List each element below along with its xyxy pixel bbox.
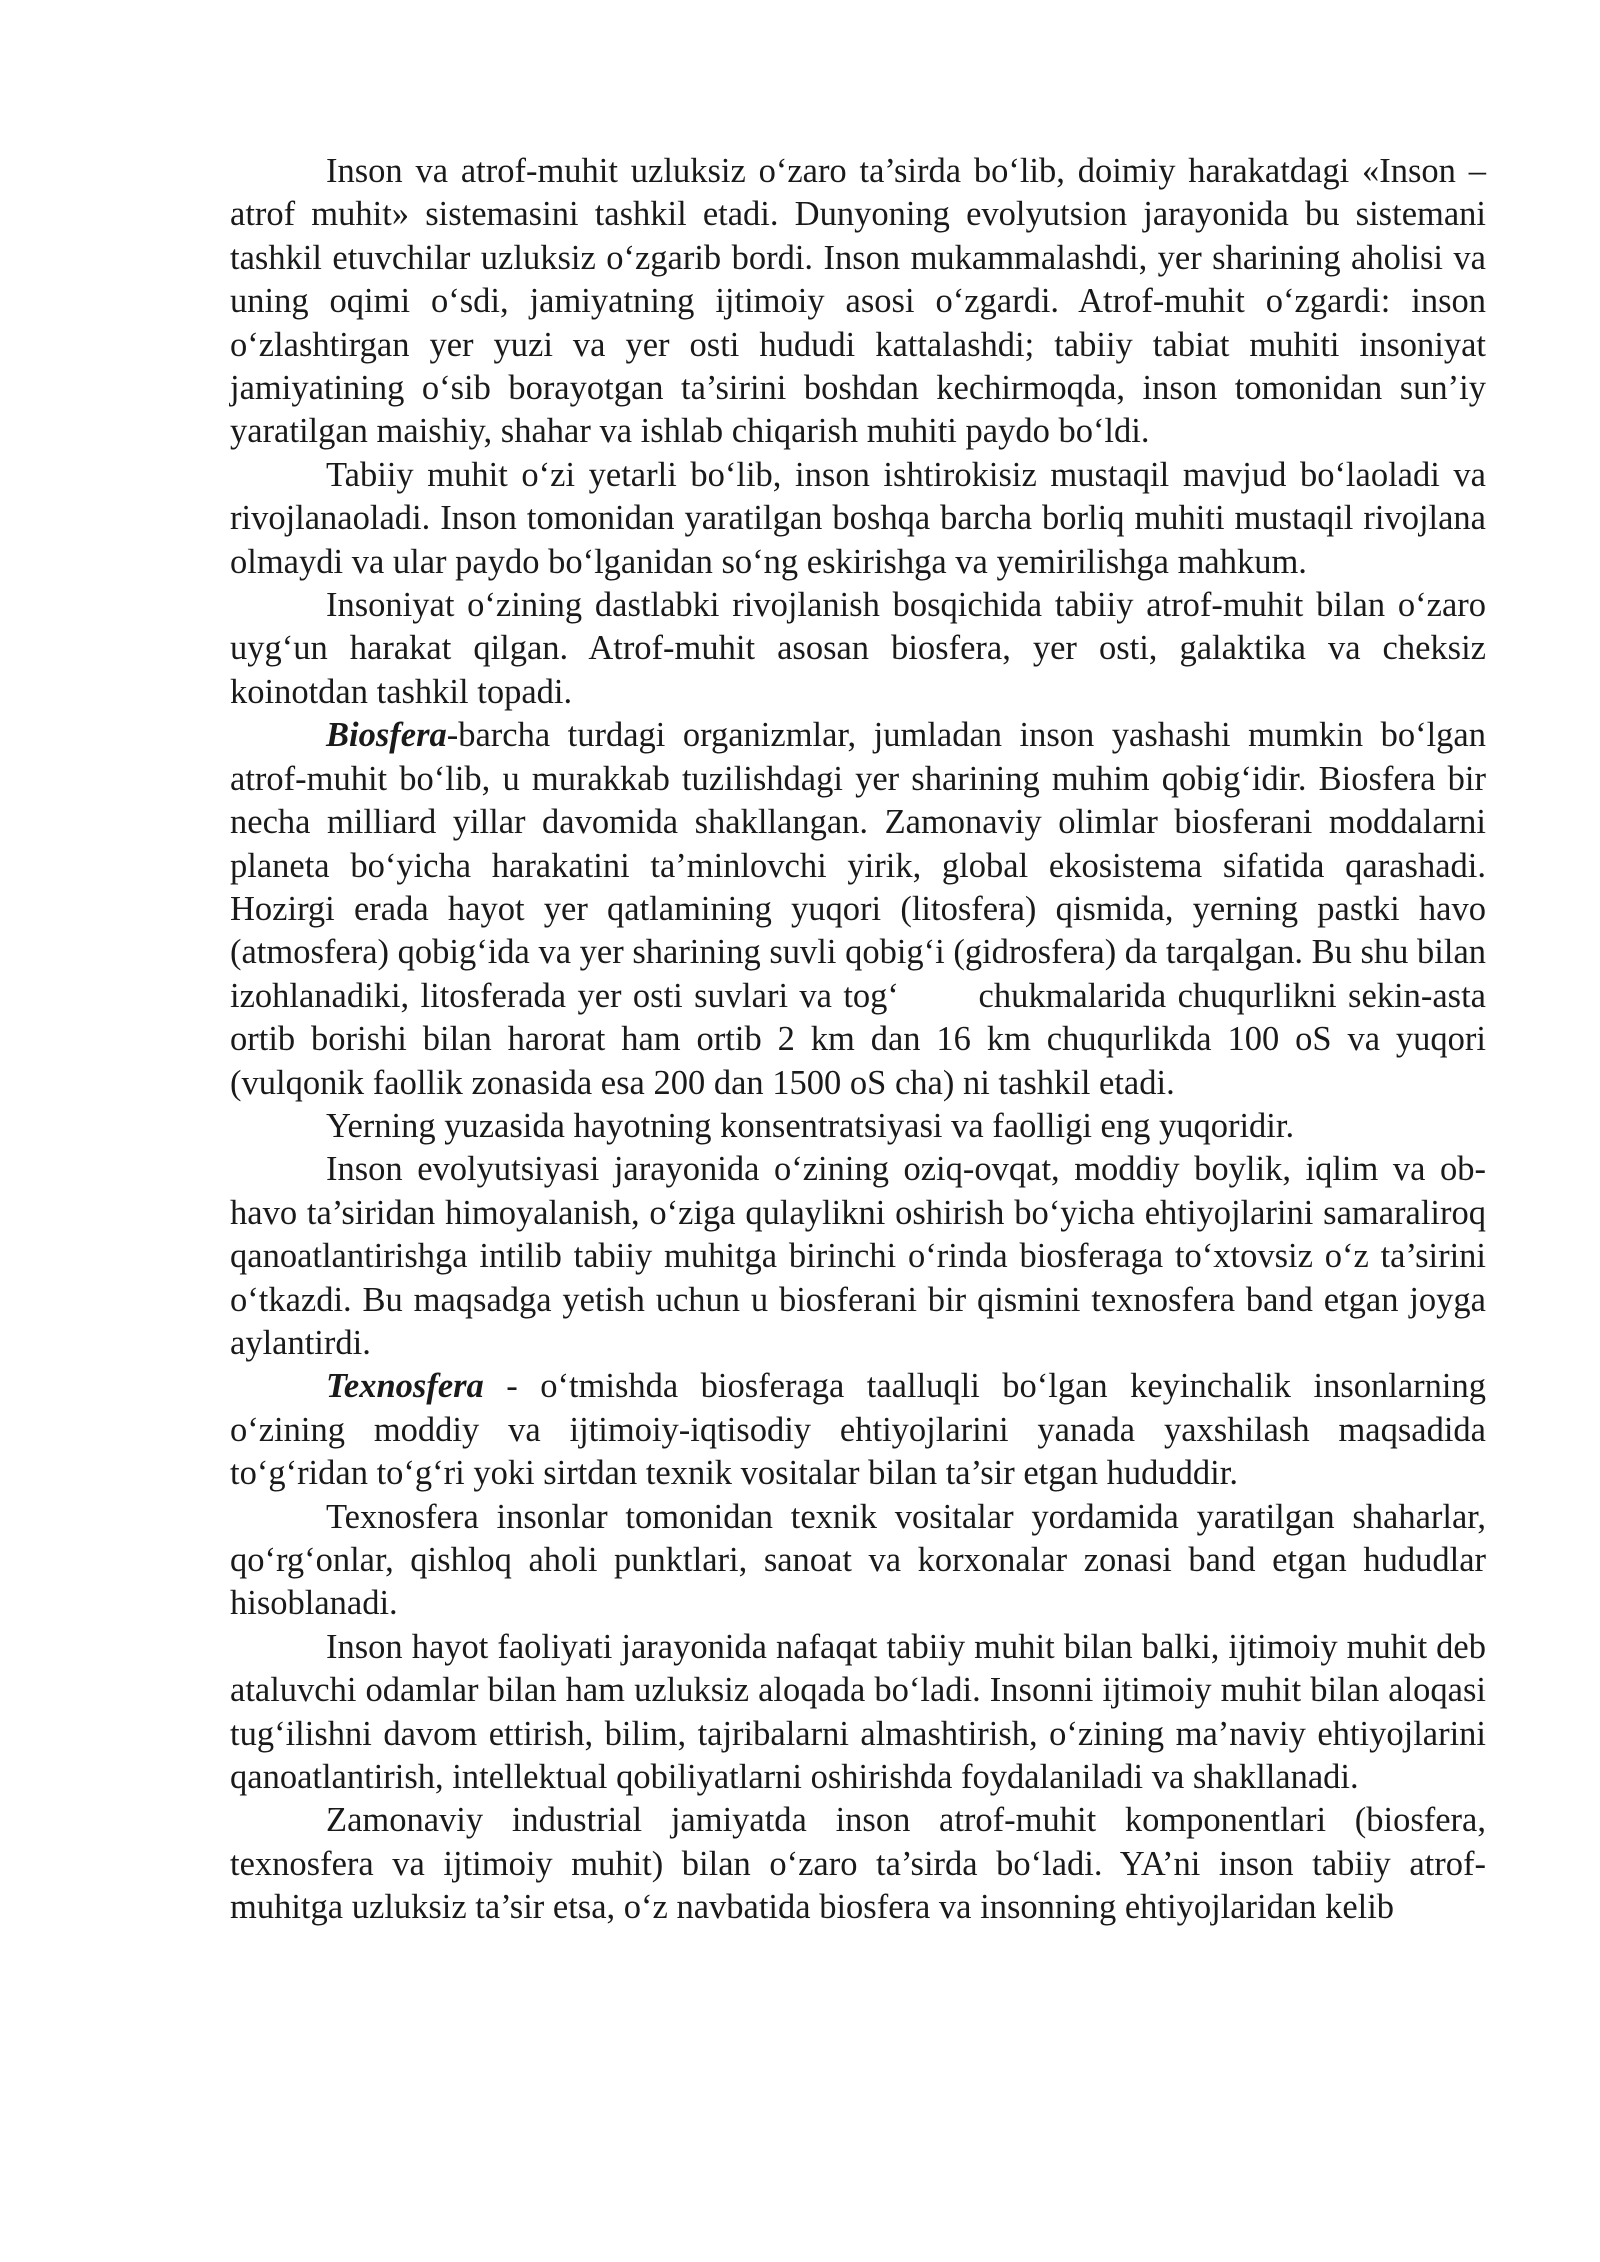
paragraph-6 <box>230 1148 1486 1365</box>
paragraph-8 <box>230 1496 1486 1626</box>
paragraph-9-text: Inson hayot faoliyati jarayonida nafaqat tabiiy muhit bilan balki, ijtimoiy muhit deb ataluvchi odamlar bilan ham uzluksiz aloqada bo‘ladi. Insonni ijtimoiy muhit bilan aloqasi tug‘ilishni davom ettirish, bilim, tajribalarni almashtirish, o‘zining ma’naviy ehtiyojlarini qanoatlantirish, intellektual qobiliyatlarni oshirishda foydalaniladi va shakllanadi. <box>230 1627 1486 1797</box>
paragraph-1-text: Inson va atrof-muhit uzluksiz o‘zaro ta’sirda bo‘lib, doimiy harakatdagi «Inson – atrof muhit» sistemasini tashkil etadi. Dunyoning evolyutsion jarayonida bu sistemani tashkil etuvchilar uzluksiz o‘zgarib bordi. Inson mukammalashdi, yer sharining aholisi va uning oqimi o‘sdi, jamiyatning ijtimoiy asosi o‘zgardi. Atrof-muhit o‘zgardi: inson o‘zlashtirgan yer yuzi va yer osti hududi kattalashdi; tabiiy tabiat muhiti insoniyat jamiyatining o‘sib borayotgan ta’sirini boshdan kechirmoqda, inson tomonidan sun’iy yaratilgan maishiy, shahar va ishlab chiqarish muhiti paydo bo‘ldi. <box>230 152 1486 451</box>
document-body <box>230 150 1495 1930</box>
paragraph-biosfera-text: -barcha turdagi organizmlar, jumladan inson yashashi mumkin bo‘lgan atrof-muhit bo‘lib, u murakkab tuzilishdagi yer sharining muhim qobig‘idir. Biosfera bir necha milliard yillar davomida shakllangan. Zamonaviy olimlar biosferani moddalarni planeta bo‘yicha harakatini ta’minlovchi yirik, global ekosistema sifatida qarashadi. Hozirgi erada hayot yer qatlamining yuqori (litosfera) qismida, yerning pastki havo (atmosfera) qobig‘ida va yer sharining suvli qobig‘i (gidrosfera) da tarqalgan. Bu shu bilan izohlanadiki, litosferada yer osti suvlari va tog‘ chukmalarida chuqurlikni sekin-asta ortib borishi bilan harorat ham ortib 2 km dan 16 km chuqurlikda 100 oS va yuqori (vulqonik faollik zonasida esa 200 dan 1500 oS cha) ni tashkil etadi. <box>230 716 1495 1102</box>
paragraph-3 <box>230 584 1486 714</box>
paragraph-1 <box>230 150 1486 454</box>
paragraph-2 <box>230 454 1486 584</box>
term-texnosfera: Texnosfera <box>326 1367 484 1406</box>
paragraph-10 <box>230 1799 1486 1929</box>
paragraph-5 <box>230 1105 1486 1148</box>
paragraph-10-text: Zamonaviy industrial jamiyatda inson atrof-muhit komponentlari (biosfera, texnosfera va ijtimoiy muhit) bilan o‘zaro ta’sirda bo‘ladi. YA’ni inson tabiiy atrof-muhitga uzluksiz ta’sir etsa, o‘z navbatida biosfera va insonning ehtiyojlaridan kelib <box>230 1801 1486 1927</box>
paragraph-3-text: Insoniyat o‘zining dastlabki rivojlanish bosqichida tabiiy atrof-muhit bilan o‘zaro uyg‘un harakat qilgan. Atrof-muhit asosan biosfera, yer osti, galaktika va cheksiz koinotdan tashkil topadi. <box>230 586 1486 711</box>
paragraph-2-text: Tabiiy muhit o‘zi yetarli bo‘lib, inson ishtirokisiz mustaqil mavjud bo‘laoladi va rivojlanaoladi. Inson tomonidan yaratilgan boshqa barcha borliq muhiti mustaqil rivojlana olmaydi va ular paydo bo‘lganidan so‘ng eskirishga va yemirilishga mahkum. <box>230 455 1486 581</box>
paragraph-6-text: Inson evolyutsiyasi jarayonida o‘zining oziq-ovqat, moddiy boylik, iqlim va ob-havo ta’siridan himoyalanish, o‘ziga qulaylikni oshirish bo‘yicha ehtiyojlarini samaraliroq qanoatlantirishga intilib tabiiy muhitga birinchi o‘rinda biosferaga to‘xtovsiz o‘z ta’sirini o‘tkazdi. Bu maqsadga yetish uchun u biosferani bir qismini texnosfera band etgan joyga aylantirdi. <box>230 1150 1486 1362</box>
term-biosfera: Biosfera <box>326 716 447 755</box>
paragraph-texnosfera-text: - o‘tmishda biosferaga taalluqli bo‘lgan keyinchalik insonlarning o‘zining moddiy va ijtimoiy-iqtisodiy ehtiyojlarini yanada yaxshilash maqsadida to‘g‘ridan to‘g‘ri yoki sirtdan texnik vositalar bilan ta’sir etgan hududdir. <box>230 1367 1486 1493</box>
paragraph-texnosfera <box>230 1365 1486 1495</box>
paragraph-9 <box>230 1626 1486 1800</box>
paragraph-8-text: Texnosfera insonlar tomonidan texnik vositalar yordamida yaratilgan shaharlar, qo‘rg‘onlar, qishloq aholi punktlari, sanoat va korxonalar zonasi band etgan hududlar hisoblanadi. <box>230 1497 1486 1623</box>
paragraph-biosfera <box>230 714 1495 1105</box>
paragraph-5-text: Yerning yuzasida hayotning konsentratsiyasi va faolligi eng yuqoridir. <box>326 1106 1295 1145</box>
